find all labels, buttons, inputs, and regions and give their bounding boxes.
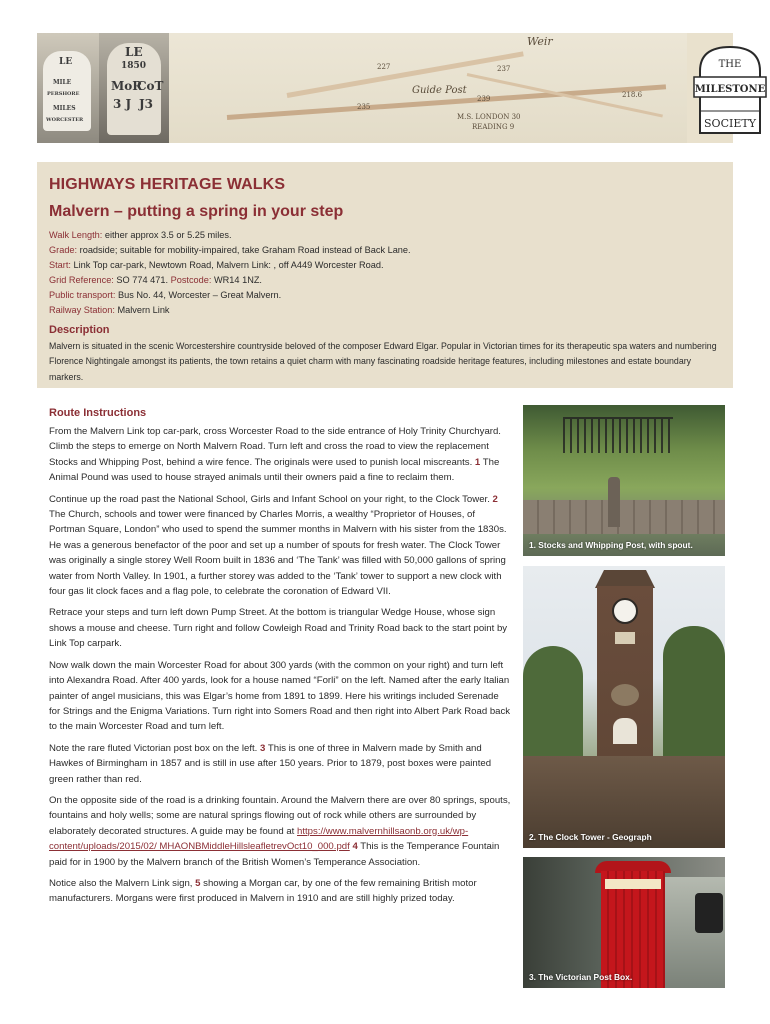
clock-tower-photo	[523, 566, 725, 848]
map-label: 235	[357, 103, 371, 111]
header-banner	[37, 33, 766, 143]
page-title: HIGHWAYS HERITAGE WALKS	[49, 176, 286, 193]
victorian-postbox-photo	[523, 857, 725, 988]
walk-length-row: Walk Length: either approx 3.5 or 5.25 miles.	[49, 230, 232, 240]
walk-facts	[49, 228, 721, 318]
historic-map-image	[167, 33, 687, 143]
description-heading: Description	[49, 324, 110, 336]
walk-info-panel	[37, 162, 733, 388]
map-label: 239	[477, 95, 491, 103]
grid-reference-row: Grid Reference: SO 774 471. Postcode: WR14 1NZ.	[49, 275, 262, 285]
route-paragraph: From the Malvern Link top car-park, cross Worcester Road to the side entrance of Holy Trinity Churchyard. Climb the steps to emerge on North Malvern Road. Turn left and cross the road to view the replacement Stocks and Whipping Post, behind a wire fence. The originals were used to punish local miscreants. 1 The Animal Pound was used to house strayed animals until their owners paid a fine to reclaim them.	[49, 426, 501, 484]
svg-text:SOCIETY: SOCIETY	[704, 117, 756, 130]
milepost-photo-right: LE 1850 MoR CoT 3 J J3	[99, 33, 169, 143]
route-paragraph: Notice also the Malvern Link sign, 5 showing a Morgan car, by one of the few remaining British motor manufacturers. Morgans were first produced in Malvern in 1910 and are still highly prized today.	[49, 877, 477, 905]
start-row: Start: Link Top car-park, Newtown Road, Malvern Link: , off A449 Worcester Road.	[49, 260, 384, 270]
milestone-society-logo	[692, 41, 768, 137]
fountains-guide-link[interactable]: https://www.malvernhillsaonb.org.uk/wp-content/uploads/2015/02/ MHAONBMiddleHillsleafletrevOct10_000.pdf	[49, 825, 469, 853]
svg-text:THE: THE	[718, 59, 742, 70]
map-label: Weir	[527, 35, 553, 48]
stocks-whipping-post-photo	[523, 405, 725, 556]
map-label: Guide Post	[412, 85, 467, 96]
page-subtitle: Malvern – putting a spring in your step	[49, 203, 344, 220]
transport-row: Public transport: Bus No. 44, Worcester – Great Malvern.	[49, 290, 282, 300]
map-label: READING 9	[472, 123, 515, 131]
route-paragraph: On the opposite side of the road is a drinking fountain. Around the Malvern there are over 80 springs, spouts, fountains and holy wells; some are natural springs flowing out of rock while others are surrounded by elaborately decorated structures. A guide may be found at https://www.malvernhillsaonb.org.uk/wp-content/uploads/2015/02/ MHAONBMiddleHillsleafletrevOct10_000.pdf 4 This is the Temperance Fountain paid for in 1900 by the Malvern branch of the British Women’s Temperance Association.	[49, 794, 511, 868]
map-label: 218.6	[622, 91, 643, 99]
route-paragraph: Continue up the road past the National School, Girls and Infant School on your right, to the Clock Tower. 2 The Church, schools and tower were financed by Charles Morris, a wealthy “Proprietor of Houses, of Portman Square, London” who used to spend the summer months in Malvern with his sister from the 1830s. He was a generous benefactor of the poor and set up a number of spouts for fresh water. The Clock Tower was originally a single storey Well Room built in 1836 and ‘The Tank’ was filled with 50,000 gallons of spring water from North Valley. In 1901, a further storey was added to the ‘Tank’ tower to support a new clock with four gas lit clock faces and a flag pole, to celebrate the coronation of Edward VII.	[49, 493, 507, 598]
route-heading: Route Instructions	[49, 407, 147, 419]
route-instructions	[49, 407, 511, 913]
map-label: 227	[377, 63, 391, 71]
railway-row: Railway Station: Malvern Link	[49, 305, 170, 315]
route-paragraph: Retrace your steps and turn left down Pump Street. At the bottom is triangular Wedge House, whose sign shows a mouse and cheese. Turn right and follow Cowleigh Road and Trinity Road back to the start point by Link Top carpark.	[49, 607, 508, 650]
photo-caption: 1. Stocks and Whipping Post, with spout.	[529, 540, 693, 550]
svg-text:MILESTONE: MILESTONE	[694, 84, 766, 95]
route-paragraph: Now walk down the main Worcester Road for about 300 yards (with the common on your right) and turn left into Alexandra Road. After 400 yards, look for a house named “Forli” on the left. Named after the early Italian painter of angel musicians, this was Elgar’s home from 1891 to 1899. Here his writings included Serenade for Strings and the Enigma Variations. Turn right into Somers Road and then right into Albert Park Road back to the main Worcester Road and turn left.	[49, 659, 511, 733]
route-paragraph: Note the rare fluted Victorian post box on the left. 3 This is one of three in Malvern made by Smith and Hawkes of Birmingham in 1857 and is still in use after 150 years. Prior to 1879, post boxes were painted green rather than red.	[49, 742, 492, 785]
grade-row: Grade: roadside; suitable for mobility-impaired, take Graham Road instead of Back Lane.	[49, 245, 411, 255]
photo-caption: 3. The Victorian Post Box.	[529, 972, 633, 982]
map-label: M.S. LONDON 30	[457, 113, 521, 121]
photo-caption: 2. The Clock Tower - Geograph	[529, 832, 652, 842]
milepost-photo-left: LE MILE PERSHORE MILES WORCESTER	[37, 33, 99, 143]
description-text: Malvern is situated in the scenic Worcestershire countryside beloved of the composer Edward Elgar. Popular in Victorian times for its therapeutic spa waters and numbering Florence Nightingale amongst its patients, the town retains a quiet charm with many fascinating roadside heritage features, including milestones and estate boundary markers.	[49, 341, 717, 382]
map-label: 237	[497, 65, 511, 73]
